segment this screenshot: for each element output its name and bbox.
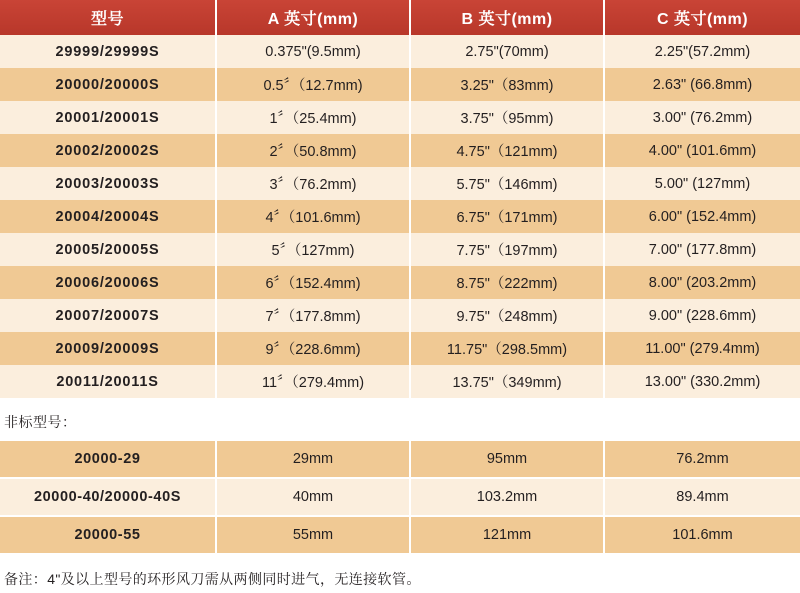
table-row	[0, 516, 800, 553]
cell-c: 7.00" (177.8mm)	[604, 233, 800, 266]
cell-model: 20000-29	[0, 441, 216, 478]
table-row	[0, 233, 800, 266]
cell-a: 29mm	[216, 441, 410, 478]
cell-a: 7〞（177.8mm)	[216, 299, 410, 332]
cell-c: 101.6mm	[604, 516, 800, 553]
cell-model: 20011/20011S	[0, 365, 216, 398]
cell-a: 4〞（101.6mm)	[216, 200, 410, 233]
cell-model: 20002/20002S	[0, 134, 216, 167]
cell-c: 6.00" (152.4mm)	[604, 200, 800, 233]
cell-b: 13.75"（349mm)	[410, 365, 604, 398]
cell-b: 2.75"(70mm)	[410, 35, 604, 68]
cell-model: 20000-55	[0, 516, 216, 553]
cell-c: 2.63" (66.8mm)	[604, 68, 800, 101]
cell-b: 8.75"（222mm)	[410, 266, 604, 299]
cell-model: 20006/20006S	[0, 266, 216, 299]
cell-b: 4.75"（121mm)	[410, 134, 604, 167]
cell-a: 40mm	[216, 478, 410, 516]
cell-model: 20000-40/20000-40S	[0, 478, 216, 516]
nonstandard-table	[0, 441, 800, 553]
cell-model: 20009/20009S	[0, 332, 216, 365]
column-header-a: A 英寸(mm)	[216, 0, 410, 35]
cell-a: 2〞（50.8mm)	[216, 134, 410, 167]
column-header-model: 型号	[0, 0, 216, 35]
cell-c: 3.00" (76.2mm)	[604, 101, 800, 134]
cell-a: 5〞（127mm)	[216, 233, 410, 266]
table-row	[0, 478, 800, 516]
cell-c: 5.00" (127mm)	[604, 167, 800, 200]
cell-model: 20001/20001S	[0, 101, 216, 134]
nonstandard-label: 非标型号：	[4, 414, 77, 430]
cell-model: 20003/20003S	[0, 167, 216, 200]
table-row	[0, 68, 800, 101]
cell-b: 121mm	[410, 516, 604, 553]
cell-b: 103.2mm	[410, 478, 604, 516]
table-row	[0, 167, 800, 200]
table-row	[0, 441, 800, 478]
cell-a: 1〞（25.4mm)	[216, 101, 410, 134]
table-row	[0, 299, 800, 332]
cell-c: 9.00" (228.6mm)	[604, 299, 800, 332]
footnote: 备注：4"及以上型号的环形风刀需从两侧同时进气，无连接软管。	[4, 571, 421, 587]
cell-b: 6.75"（171mm)	[410, 200, 604, 233]
cell-b: 3.25"（83mm)	[410, 68, 604, 101]
cell-a: 11〞（279.4mm)	[216, 365, 410, 398]
cell-b: 3.75"（95mm)	[410, 101, 604, 134]
cell-c: 4.00" (101.6mm)	[604, 134, 800, 167]
column-header-b: B 英寸(mm)	[410, 0, 604, 35]
cell-b: 5.75"（146mm)	[410, 167, 604, 200]
cell-b: 9.75"（248mm)	[410, 299, 604, 332]
table-row	[0, 200, 800, 233]
cell-a: 9〞（228.6mm)	[216, 332, 410, 365]
cell-c: 8.00" (203.2mm)	[604, 266, 800, 299]
cell-model: 20007/20007S	[0, 299, 216, 332]
table-row	[0, 332, 800, 365]
cell-a: 3〞（76.2mm)	[216, 167, 410, 200]
cell-model: 20004/20004S	[0, 200, 216, 233]
table-row	[0, 101, 800, 134]
table-row	[0, 134, 800, 167]
cell-a: 6〞（152.4mm)	[216, 266, 410, 299]
cell-a: 55mm	[216, 516, 410, 553]
cell-c: 13.00" (330.2mm)	[604, 365, 800, 398]
column-header-c: C 英寸(mm)	[604, 0, 800, 35]
cell-c: 89.4mm	[604, 478, 800, 516]
cell-b: 11.75"（298.5mm)	[410, 332, 604, 365]
cell-b: 7.75"（197mm)	[410, 233, 604, 266]
cell-a: 0.375"(9.5mm)	[216, 35, 410, 68]
cell-model: 20000/20000S	[0, 68, 216, 101]
cell-model: 29999/29999S	[0, 35, 216, 68]
cell-model: 20005/20005S	[0, 233, 216, 266]
table-row	[0, 35, 800, 68]
cell-b: 95mm	[410, 441, 604, 478]
cell-a: 0.5〞（12.7mm)	[216, 68, 410, 101]
table-row	[0, 365, 800, 398]
cell-c: 2.25"(57.2mm)	[604, 35, 800, 68]
cell-c: 76.2mm	[604, 441, 800, 478]
table-row	[0, 266, 800, 299]
cell-c: 11.00" (279.4mm)	[604, 332, 800, 365]
table-header-row	[0, 0, 800, 35]
